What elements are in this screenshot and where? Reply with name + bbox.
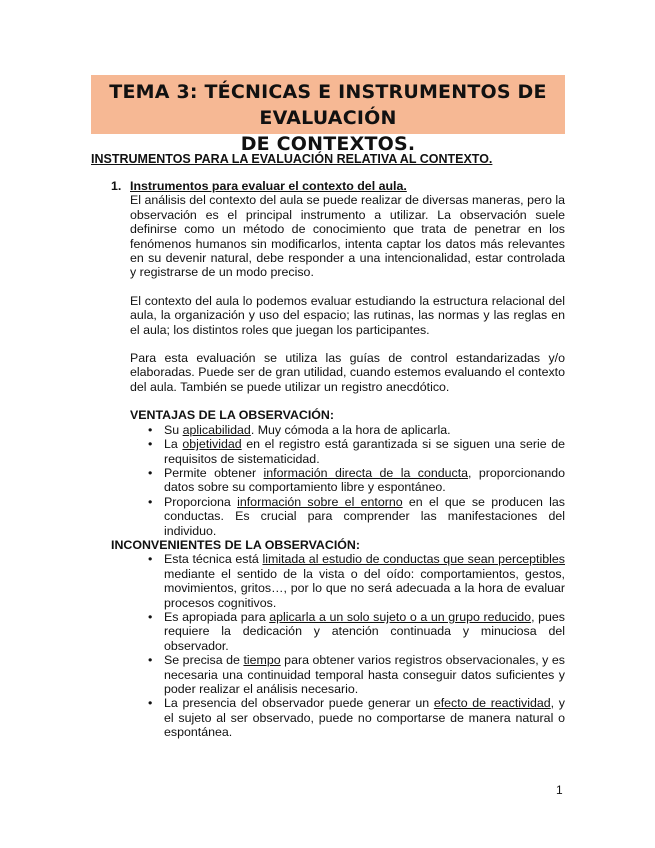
document-body bbox=[111, 179, 565, 740]
bullet: • bbox=[148, 494, 153, 509]
ventajas-list bbox=[130, 423, 565, 538]
list-item: • Se precisa de tiempo para obtener varios registros observacionales, y es necesaria una continuidad temporal hasta conseguir datos suficientes y poder realizar el análisis necesario. bbox=[130, 653, 565, 696]
list-item: • Su aplicabilidad. Muy cómoda a la hora de aplicarla. bbox=[130, 423, 565, 437]
list-item: • Es apropiada para aplicarla a un solo sujeto o a un grupo reducido, pues requiere la dedicación y atención continuada y minuciosa del observador. bbox=[130, 610, 565, 653]
emphasis: efecto de reactividad bbox=[433, 696, 551, 711]
page-title-line-2: DE CONTEXTOS. bbox=[240, 133, 416, 155]
title-banner bbox=[91, 75, 565, 155]
bullet: • bbox=[148, 653, 153, 668]
paragraph-1: El análisis del contexto del aula se puede realizar de diversas maneras, pero la observación es el principal instrumento a utilizar. La observación suele definirse como un método de conocimiento que trata de penetrar en los fenómenos humanos sin modificarlos, intenta captar los datos más relevantes en su devenir natural, debe responder a una intencionalidad, estar controlada y registrarse de un modo preciso. bbox=[130, 193, 565, 280]
section-heading: INSTRUMENTOS PARA LA EVALUACIÓN RELATIVA AL CONTEXTO. bbox=[91, 152, 493, 166]
emphasis: limitada al estudio de conductas que sean perceptibles bbox=[262, 552, 565, 567]
list-item: • Proporciona información sobre el entorno en el que se producen las conductas. Es crucial para comprender las manifestaciones del individuo. bbox=[130, 495, 565, 538]
list-item: • Esta técnica está limitada al estudio de conductas que sean perceptibles mediante el sentido de la vista o del oído: comportamientos, gestos, movimientos, gritos…, por lo que no será adecuada a la hora de evaluar procesos cognitivos. bbox=[130, 552, 565, 610]
emphasis: aplicarla a un solo sujeto o a un grupo reducido bbox=[269, 609, 532, 624]
inconvenientes-list bbox=[130, 552, 565, 739]
item-body bbox=[111, 179, 566, 740]
emphasis: tiempo bbox=[243, 653, 281, 668]
inconvenientes-heading: INCONVENIENTES DE LA OBSERVACIÓN: bbox=[111, 537, 360, 552]
page-number: 1 bbox=[556, 783, 563, 797]
paragraph-2: El contexto del aula lo podemos evaluar estudiando la estructura relacional del aula, la organización y uso del espacio; las rutinas, las normas y las reglas en el aula; los distintos roles que juegan los participantes. bbox=[130, 293, 565, 337]
bullet: • bbox=[148, 696, 153, 711]
bullet: • bbox=[148, 552, 153, 567]
list-item: • La objetividad en el registro está garantizada si se siguen una serie de requisitos de sistematicidad. bbox=[130, 437, 565, 466]
bullet: • bbox=[148, 465, 153, 480]
emphasis: información sobre el entorno bbox=[237, 494, 403, 509]
page-title-line-1: TEMA 3: TÉCNICAS E INSTRUMENTOS DE EVALUACIÓN bbox=[109, 81, 547, 129]
bullet: • bbox=[148, 422, 153, 437]
list-item: • La presencia del observador puede generar un efecto de reactividad, y el sujeto al ser observado, puede no comportarse de manera natural o espontánea. bbox=[130, 696, 565, 739]
list-item: • Permite obtener información directa de la conducta, proporcionando datos sobre su comportamiento libre y espontáneo. bbox=[130, 466, 565, 495]
item-title: Instrumentos para evaluar el contexto del aula. bbox=[130, 179, 407, 193]
item-number: 1. bbox=[111, 179, 122, 193]
emphasis: objetividad bbox=[182, 437, 242, 452]
emphasis: aplicabilidad bbox=[182, 422, 251, 437]
bullet: • bbox=[148, 437, 153, 452]
paragraph-3: Para esta evaluación se utiliza las guías de control estandarizadas y/o elaboradas. Puede ser de gran utilidad, cuando estemos evaluando el contexto del aula. También se puede utilizar un registro anecdótico. bbox=[130, 351, 565, 394]
emphasis: información directa de la conducta bbox=[263, 465, 469, 480]
bullet: • bbox=[148, 609, 153, 624]
ventajas-heading: VENTAJAS DE LA OBSERVACIÓN: bbox=[130, 408, 335, 423]
page-title bbox=[91, 75, 565, 157]
numbered-item-1 bbox=[111, 179, 565, 740]
